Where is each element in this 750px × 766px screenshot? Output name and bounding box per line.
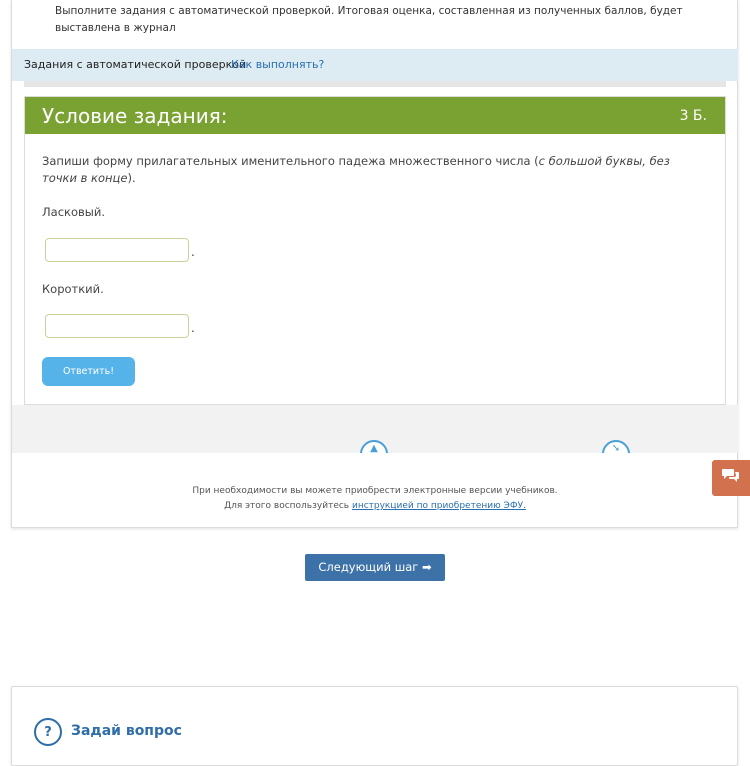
- submit-button[interactable]: Ответить!: [42, 357, 135, 386]
- task-navigation: [12, 405, 738, 453]
- how-to-link[interactable]: Как выполнять?: [231, 58, 325, 71]
- footer-line-2: [12, 499, 738, 514]
- footer-note: [12, 484, 738, 514]
- up-arrow-icon[interactable]: ▲: [360, 440, 388, 453]
- tab-auto-check[interactable]: Задания с автоматической проверкой: [24, 58, 247, 71]
- answer-input-2[interactable]: [45, 314, 189, 338]
- footer-line-2-text: Для этого воспользуйтесь: [224, 501, 352, 511]
- answer-dot-1: .: [191, 245, 195, 259]
- chat-bubbles-icon: [722, 467, 740, 483]
- question-icon: ?: [34, 718, 62, 746]
- divider-strip: [24, 81, 726, 87]
- right-arrow-icon[interactable]: ➘: [602, 440, 630, 453]
- efu-instruction-link[interactable]: инструкцией по приобретению ЭФУ.: [351, 501, 526, 511]
- ask-question-title[interactable]: Задай вопрос: [71, 723, 182, 739]
- task-title: Условие задания:: [42, 104, 228, 128]
- instruction-end: ).: [127, 171, 136, 185]
- intro-text: Выполните задания с автоматической проверкой. Итоговая оценка, составленная из полученных баллов, будет выставлена в журнал: [55, 5, 683, 34]
- footer-line-1: При необходимости вы можете приобрести электронные версии учебников.: [192, 486, 558, 496]
- word-label-2: Короткий.: [42, 282, 104, 296]
- task-header: [25, 97, 725, 134]
- ask-question-card: [11, 686, 738, 766]
- answer-dot-2: .: [191, 321, 195, 335]
- word-label-1: Ласковый.: [42, 205, 105, 219]
- task-points: 3 Б.: [679, 108, 707, 124]
- chat-icon[interactable]: [712, 460, 750, 496]
- answer-input-1[interactable]: [45, 238, 189, 262]
- task-box: [24, 96, 726, 405]
- instruction-italic: с большой буквы, без точки в конце: [42, 154, 670, 185]
- tabs-bar: [12, 49, 738, 81]
- task-instruction: [42, 153, 697, 187]
- instruction-text: Запиши форму прилагательных именительного падежа множественного числа (: [42, 154, 539, 168]
- next-step-button[interactable]: Следующий шаг ➡: [305, 554, 445, 581]
